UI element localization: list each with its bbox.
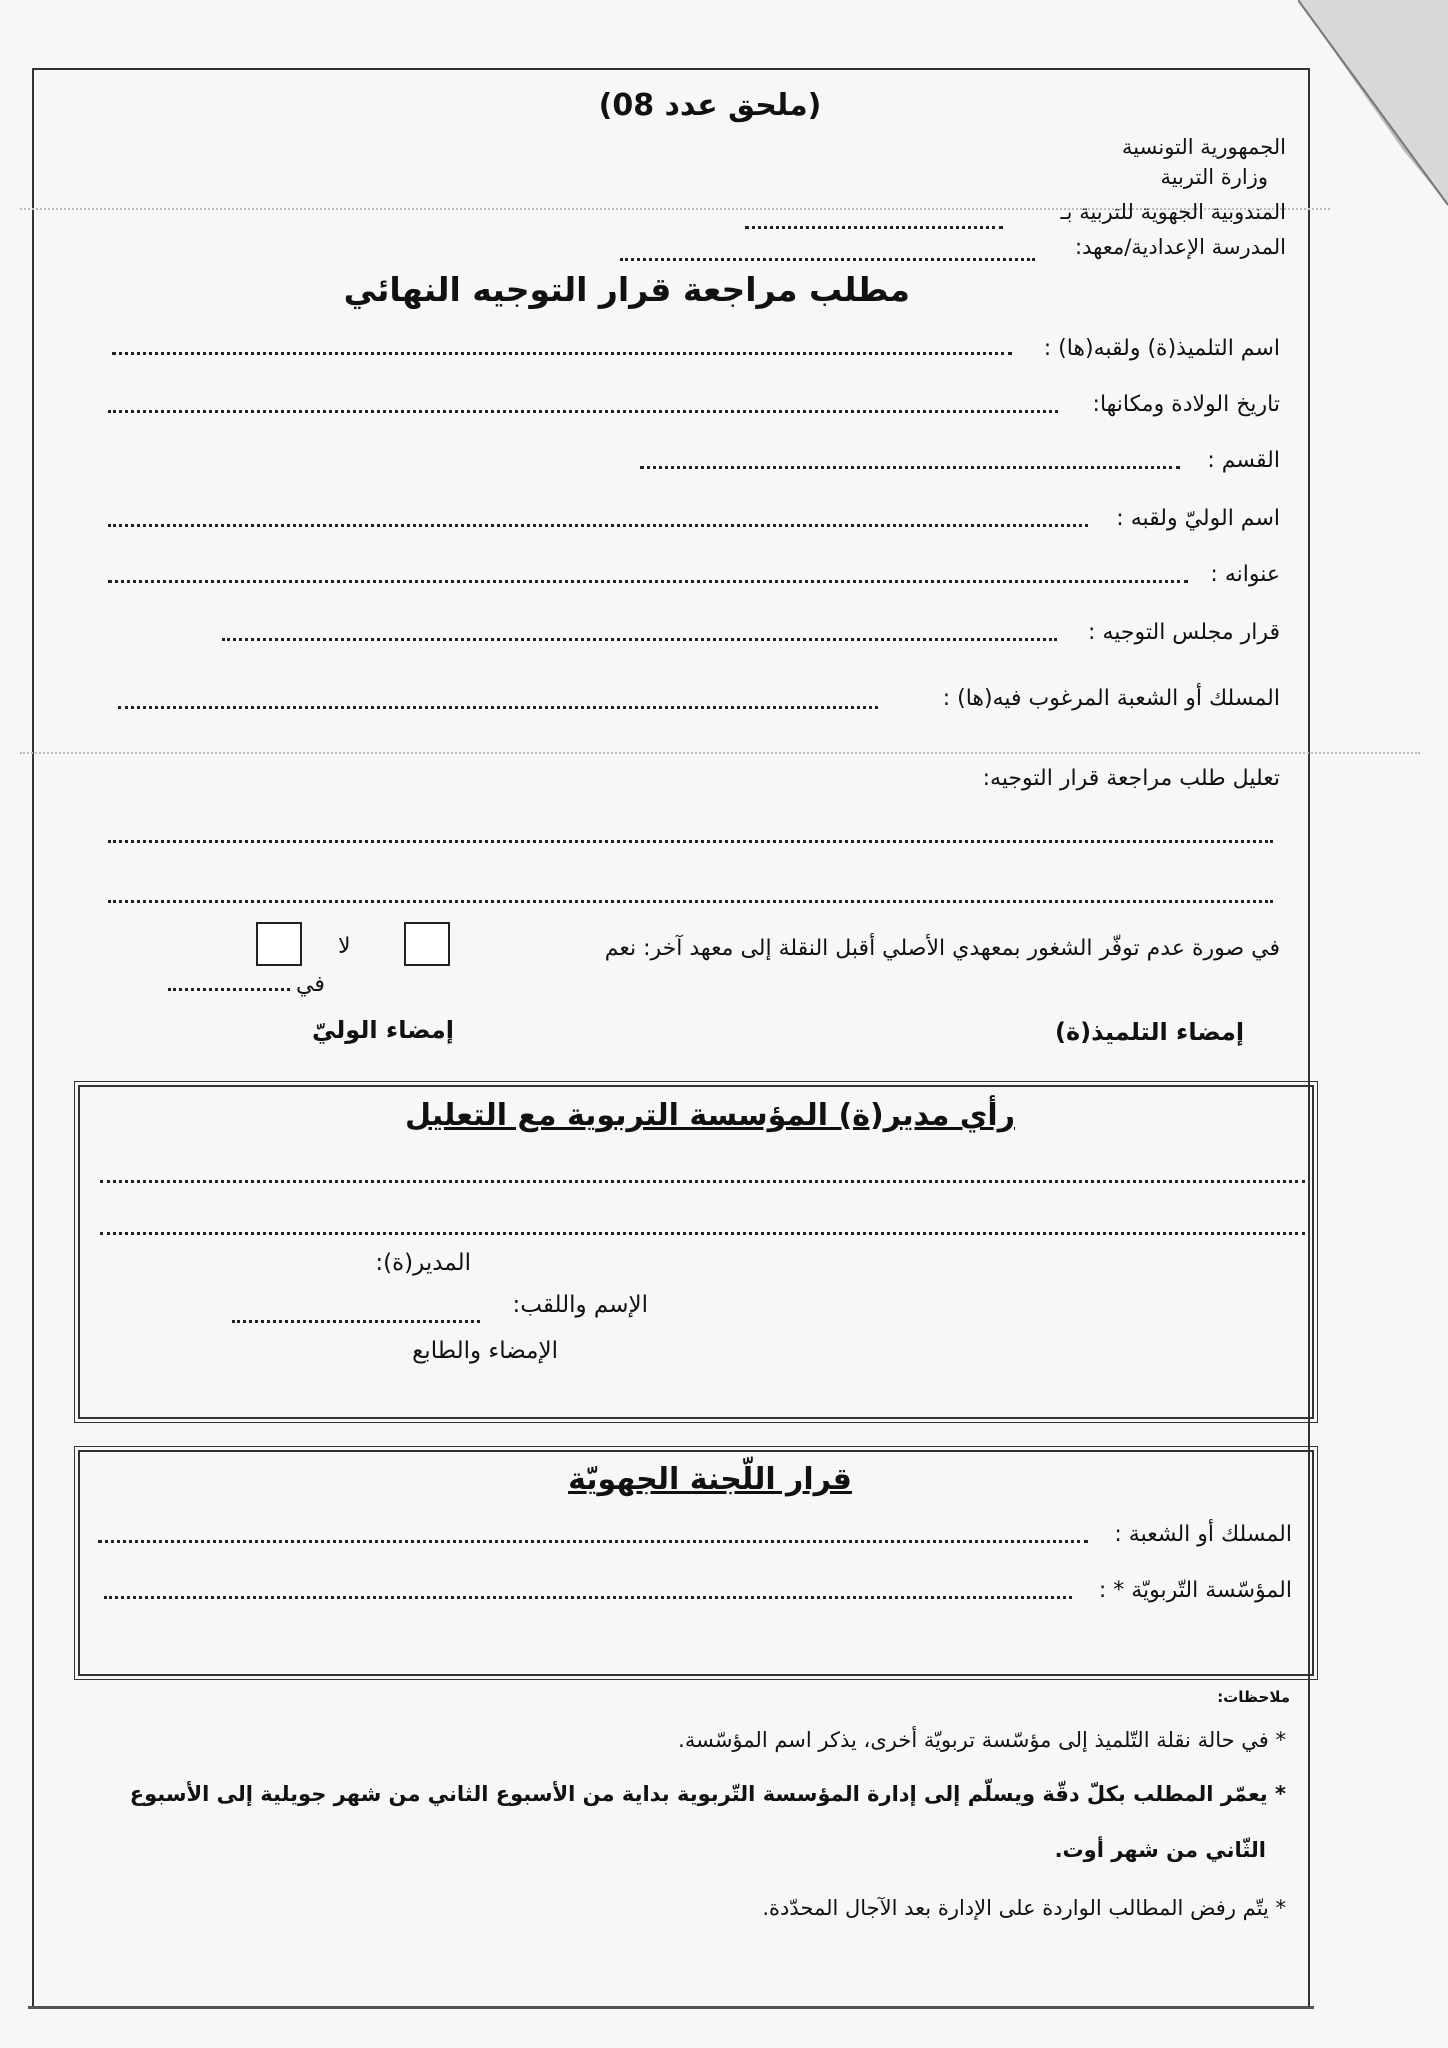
council-decision-label: قرار مجلس التوجيه : bbox=[1088, 620, 1280, 645]
header-school: المدرسة الإعدادية/معهد: bbox=[1075, 235, 1286, 259]
class-label: القسم : bbox=[1207, 448, 1280, 473]
transfer-dots[interactable] bbox=[168, 988, 290, 991]
committee-track-dots[interactable] bbox=[98, 1540, 1088, 1543]
yes-checkbox[interactable] bbox=[404, 922, 450, 966]
notes-heading: ملاحظات: bbox=[1217, 1688, 1290, 1706]
director-opinion-dots-1[interactable] bbox=[100, 1180, 1305, 1183]
justification-dots-1[interactable] bbox=[108, 840, 1273, 843]
director-opinion-dots-2[interactable] bbox=[100, 1232, 1305, 1235]
transfer-question: في صورة عدم توفّر الشغور بمعهدي الأصلي أقبل النقلة إلى معهد آخر: نعم bbox=[604, 936, 1280, 961]
student-name-label: اسم التلميذ(ة) ولقبه(ها) : bbox=[1043, 336, 1280, 361]
birth-label: تاريخ الولادة ومكانها: bbox=[1092, 392, 1280, 417]
page-bottom-rule bbox=[28, 2006, 1314, 2009]
committee-track-label: المسلك أو الشعبة : bbox=[1114, 1522, 1292, 1547]
council-decision-dots[interactable] bbox=[222, 638, 1057, 641]
desired-track-dots[interactable] bbox=[118, 706, 878, 709]
guardian-name-label: اسم الوليّ ولقبه : bbox=[1116, 506, 1280, 531]
form-title: مطلب مراجعة قرار التوجيه النهائي bbox=[343, 270, 910, 309]
class-dots[interactable] bbox=[640, 466, 1180, 469]
director-stamp-label: الإمضاء والطابع bbox=[412, 1338, 558, 1364]
guardian-signature-label: إمضاء الوليّ bbox=[312, 1016, 454, 1044]
no-label: لا bbox=[338, 934, 351, 959]
address-label: عنوانه : bbox=[1210, 562, 1280, 587]
student-signature-label: إمضاء التلميذ(ة) bbox=[1055, 1018, 1245, 1046]
note-2-line-1: * يعمّر المطلب بكلّ دقّة ويسلّم إلى إدارة المؤسسة التّربوية بداية من الأسبوع الثاني من شهر جويلية إلى الأسبوع bbox=[129, 1782, 1286, 1806]
note-2-line-2: الثّاني من شهر أوت. bbox=[1054, 1838, 1266, 1862]
delegation-dots[interactable] bbox=[745, 226, 1003, 229]
scan-noise-line bbox=[20, 752, 1420, 754]
header-republic: الجمهورية التونسية bbox=[1122, 135, 1286, 159]
school-dots[interactable] bbox=[620, 258, 1035, 261]
birth-dots[interactable] bbox=[108, 410, 1058, 413]
note-1: * في حالة نقلة التّلميذ إلى مؤسّسة تربويّة أخرى، يذكر اسم المؤسّسة. bbox=[678, 1728, 1286, 1752]
director-label: المدير(ة): bbox=[375, 1250, 471, 1276]
student-name-dots[interactable] bbox=[112, 352, 1012, 355]
folded-corner-icon bbox=[1298, 0, 1448, 210]
desired-track-label: المسلك أو الشعبة المرغوب فيه(ها) : bbox=[942, 686, 1280, 711]
committee-box-title: قرار اللّجنة الجهويّة bbox=[568, 1462, 852, 1497]
address-dots[interactable] bbox=[108, 580, 1188, 583]
director-box-title: رأي مدير(ة) المؤسسة التربوية مع التعليل bbox=[405, 1098, 1015, 1133]
director-opinion-box bbox=[78, 1085, 1314, 1419]
director-name-label: الإسم واللقب: bbox=[512, 1292, 648, 1318]
justification-label: تعليل طلب مراجعة قرار التوجيه: bbox=[982, 766, 1280, 791]
committee-institution-dots[interactable] bbox=[104, 1596, 1072, 1599]
director-name-dots[interactable] bbox=[232, 1320, 480, 1323]
note-3: * يتّم رفض المطالب الواردة على الإدارة بعد الآجال المحدّدة. bbox=[762, 1896, 1286, 1920]
justification-dots-2[interactable] bbox=[108, 900, 1273, 903]
no-checkbox[interactable] bbox=[256, 922, 302, 966]
header-delegation: المندوبية الجهوية للتربية بـ bbox=[1060, 200, 1286, 224]
guardian-name-dots[interactable] bbox=[108, 524, 1088, 527]
annex-label: (ملحق عدد 08) bbox=[598, 88, 822, 123]
committee-institution-label: المؤسّسة التّربويّة * : bbox=[1098, 1578, 1292, 1603]
header-ministry: وزارة التربية bbox=[1160, 165, 1268, 189]
transfer-in-label: في bbox=[296, 972, 325, 997]
